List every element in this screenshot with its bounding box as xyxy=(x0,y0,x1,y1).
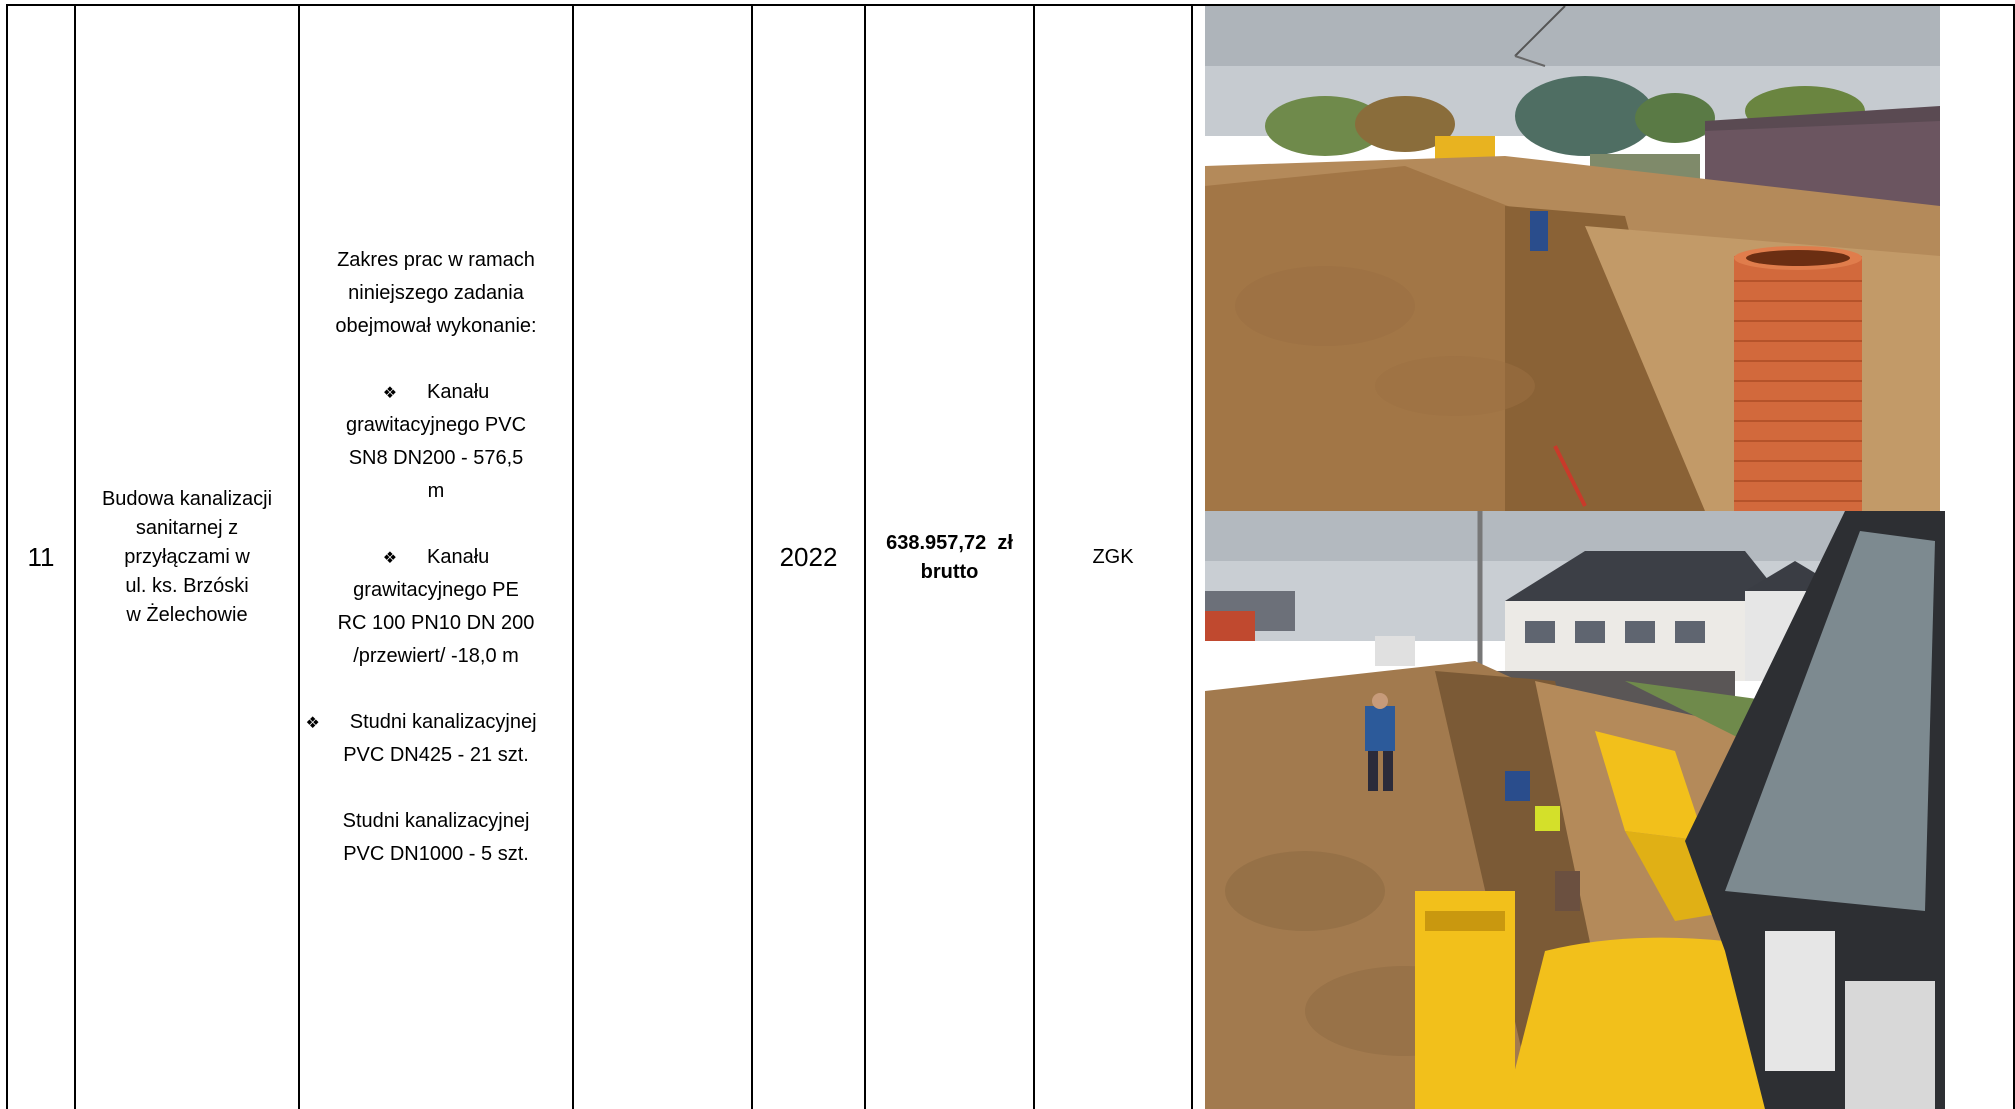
task-name-line: przyłączami w xyxy=(124,546,250,568)
task-name-line: w Żelechowie xyxy=(126,604,248,626)
scope-item-line: m xyxy=(427,480,445,502)
scope-item-line: grawitacyjnego PVC xyxy=(345,414,527,436)
task-name-line: Budowa kanalizacji xyxy=(101,488,273,510)
scope-item-line: grawitacyjnego PE xyxy=(353,579,519,601)
excavation-trench-photo-with-orange-pipe xyxy=(1205,6,1940,511)
empty-cell xyxy=(574,6,751,1109)
task-name xyxy=(76,6,298,1109)
year: 2022 xyxy=(779,542,838,572)
scope-item-line: ❖ Kanału xyxy=(382,381,490,403)
scope-item-line: /przewiert/ -18,0 m xyxy=(353,645,519,667)
contract-value xyxy=(866,6,1033,1109)
scope-item-line: ❖ Studni kanalizacyjnej xyxy=(305,711,537,733)
executing-unit: ZGK xyxy=(1092,546,1134,568)
task-name-line: sanitarnej z xyxy=(135,517,239,539)
bullet-icon: ❖ xyxy=(382,548,398,567)
column-border xyxy=(1191,4,1193,1109)
row-number: 11 xyxy=(27,542,55,572)
scope-item-line: ❖ Kanału xyxy=(382,546,490,568)
scope-item-line: PVC DN1000 - 5 szt. xyxy=(343,843,529,865)
value-amount: 638.957,72 zł xyxy=(886,531,1013,554)
scope-intro-line: Zakres prac w ramach xyxy=(337,249,535,271)
scope-item-line: RC 100 PN10 DN 200 xyxy=(337,612,535,634)
excavation-trench-photo-with-yellow-excavator xyxy=(1205,511,1945,1109)
scope-item-line: PVC DN425 - 21 szt. xyxy=(343,744,529,766)
scope-of-works xyxy=(300,6,572,1109)
task-name-line: ul. ks. Brzóski xyxy=(125,575,249,597)
scope-intro-line: niniejszego zadania xyxy=(348,282,524,304)
scope-item-line: Studni kanalizacyjnej xyxy=(342,810,530,832)
scope-item-line: SN8 DN200 - 576,5 xyxy=(348,447,524,469)
bullet-icon: ❖ xyxy=(382,383,398,402)
scope-intro-line: obejmował wykonanie: xyxy=(335,315,537,337)
bullet-icon: ❖ xyxy=(305,713,320,732)
value-gross-label: brutto xyxy=(920,560,979,583)
